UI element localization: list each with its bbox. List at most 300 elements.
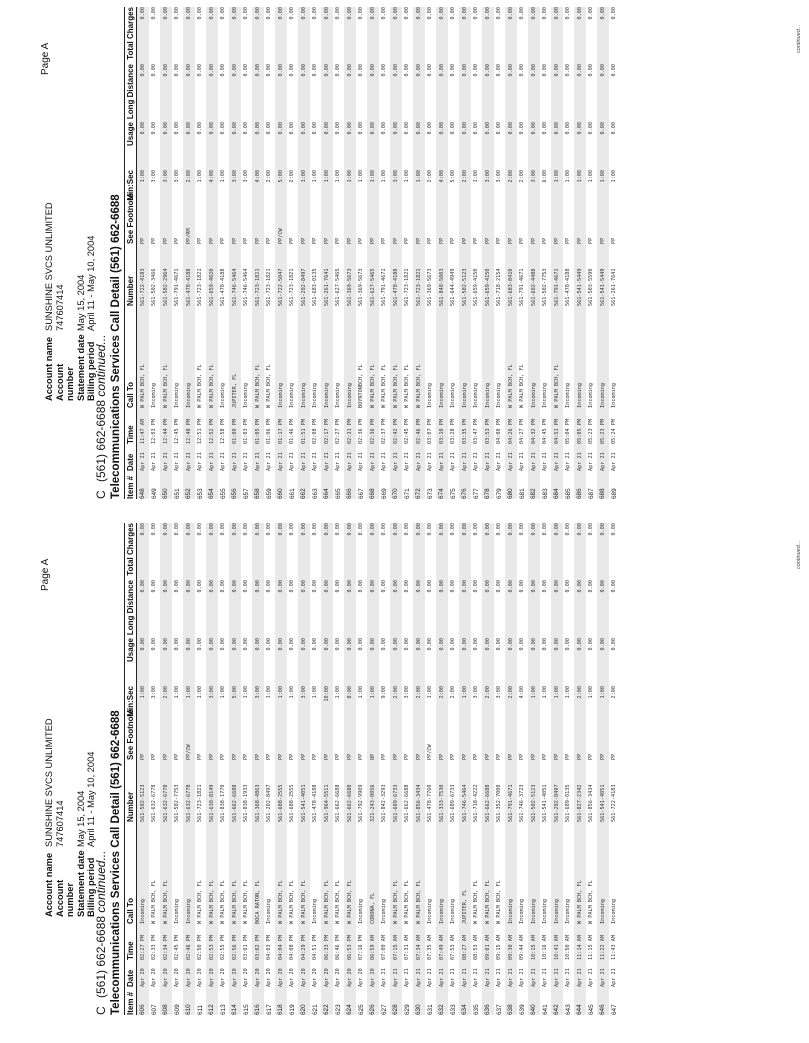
- cell-footnote: PP: [413, 206, 425, 244]
- cell-long-distance: 0.00: [137, 64, 149, 122]
- cell-item-number: 681: [518, 488, 526, 499]
- cell-number: 561-662-6688: [229, 760, 241, 822]
- cell-item-number: 618: [275, 987, 287, 1015]
- cell-footnote: PP: [206, 206, 218, 244]
- cell-footnote: PP: [459, 206, 471, 244]
- account-field-label: Account name: [44, 336, 54, 401]
- cell-long-distance: 0.00: [459, 64, 471, 122]
- call-detail-table: [126, 7, 620, 499]
- cell-call-to: Incoming: [450, 383, 457, 408]
- cell-min-sec: 1:00: [220, 686, 227, 699]
- cell-footnote: PP: [358, 753, 365, 760]
- cell-long-distance: 0.00: [174, 64, 181, 77]
- cell-time: 12:52 PM: [206, 408, 218, 444]
- section-heading: [94, 851, 108, 1015]
- table-row: [390, 523, 402, 1015]
- column-header-usage: Usage: [126, 122, 137, 170]
- cell-footnote: PP: [229, 206, 241, 244]
- cell-footnote: PP: [413, 722, 425, 760]
- cell-item-number: 673: [426, 488, 434, 499]
- cell-time: 05:05 PM: [574, 408, 586, 444]
- cell-call-to: W PALM BCH, FL: [206, 822, 218, 924]
- cell-min-sec: 5:00: [450, 170, 457, 183]
- cell-date: Apr 21: [496, 968, 503, 987]
- cell-long-distance: 0.00: [183, 64, 195, 122]
- cell-long-distance: 0.00: [588, 580, 595, 593]
- cell-time: 09:44 AM: [519, 935, 526, 960]
- cell-total-charges: 0.00: [459, 523, 471, 580]
- table-row: [494, 523, 506, 1015]
- table-row: [149, 7, 161, 499]
- cell-min-sec: 2:00: [160, 686, 172, 722]
- cell-footnote: PP: [367, 206, 379, 244]
- cell-item-number: 667: [357, 488, 365, 499]
- cell-number: 561-369-5673: [427, 268, 434, 306]
- cell-time: 02:34 PM: [160, 924, 172, 960]
- cell-date: Apr 21: [519, 968, 526, 987]
- cell-long-distance: 0.00: [574, 580, 586, 638]
- cell-footnote: PP: [160, 722, 172, 760]
- cell-time: 07:00 AM: [381, 935, 388, 960]
- cell-footnote: PP: [266, 753, 273, 760]
- cell-long-distance: 0.00: [312, 580, 319, 593]
- continued-note: continued...: [796, 540, 802, 569]
- cell-item-number: 658: [252, 471, 264, 499]
- cell-time: 01:03 PM: [243, 419, 250, 444]
- cell-min-sec: 1:00: [551, 170, 563, 206]
- cell-date: Apr 21: [542, 968, 549, 987]
- cell-usage: 0.00: [367, 122, 379, 170]
- cell-footnote: PP: [574, 722, 586, 760]
- cell-usage: 0.00: [390, 122, 402, 170]
- cell-total-charges: 0.00: [367, 523, 379, 580]
- cell-date: Apr 21: [404, 452, 411, 471]
- cell-time: 06:33 PM: [321, 924, 333, 960]
- cell-footnote: PP: [528, 206, 540, 244]
- cell-number: 561-718-2154: [496, 268, 503, 306]
- cell-date: Apr 21: [335, 452, 342, 471]
- cell-item-number: 632: [436, 987, 448, 1015]
- cell-call-to: W PALM BCH, FL: [229, 822, 241, 924]
- table-row: [402, 7, 414, 499]
- cell-call-to: W PALM BCH, FL: [404, 364, 411, 408]
- cell-date: Apr 21: [551, 960, 563, 987]
- cell-long-distance: 0.00: [243, 580, 250, 593]
- cell-min-sec: 10:00: [321, 686, 333, 722]
- account-field-label: Statement date: [75, 850, 86, 917]
- cell-usage: 0.00: [220, 638, 227, 651]
- cell-footnote: PP: [220, 753, 227, 760]
- cell-long-distance: 0.00: [482, 580, 494, 638]
- cell-footnote: PP: [473, 237, 480, 244]
- cell-time: 10:41 AM: [551, 924, 563, 960]
- cell-footnote: PP: [551, 722, 563, 760]
- cell-number: 561-478-4188: [565, 268, 572, 306]
- cell-call-to: Incoming: [473, 383, 480, 408]
- column-header-footnote: See Footnote: [126, 193, 135, 244]
- cell-date: Apr 21: [413, 444, 425, 471]
- cell-item-number: 629: [403, 1004, 411, 1015]
- cell-min-sec: 1:00: [565, 170, 572, 183]
- cell-long-distance: 0.00: [197, 64, 204, 77]
- cell-min-sec: 1:00: [611, 170, 618, 183]
- cell-call-to: Incoming: [183, 822, 195, 924]
- table-row: [206, 523, 218, 1015]
- cell-footnote: PP: [519, 753, 526, 760]
- cell-usage: 0.00: [266, 122, 273, 135]
- cell-item-number: 630: [413, 987, 425, 1015]
- cell-call-to: W PALM BCH, FL: [298, 822, 310, 924]
- cell-time: 07:15 AM: [390, 924, 402, 960]
- cell-item-number: 620: [298, 987, 310, 1015]
- table-row: [528, 523, 540, 1015]
- cell-footnote: PP/CW: [275, 206, 287, 244]
- cell-long-distance: 0.00: [427, 580, 434, 593]
- table-row: [321, 523, 333, 1015]
- cell-usage: 0.00: [542, 122, 549, 135]
- cell-number: 561-368-4863: [252, 760, 264, 822]
- cell-long-distance: 0.00: [597, 580, 609, 638]
- cell-usage: 0.00: [137, 122, 149, 170]
- cell-date: Apr 21: [367, 444, 379, 471]
- cell-number: 561-722-4183: [611, 784, 618, 822]
- cell-date: Apr 21: [551, 444, 563, 471]
- cell-item-number: 638: [505, 987, 517, 1015]
- cell-date: Apr 20: [206, 960, 218, 987]
- cell-time: 10:50 AM: [565, 935, 572, 960]
- cell-time: 04:00 PM: [496, 419, 503, 444]
- table-row: [149, 523, 161, 1015]
- cell-long-distance: 0.00: [427, 64, 434, 77]
- account-field-value: April 11 - May 10, 2004: [86, 751, 96, 847]
- cell-call-to: JUPITER, FL: [459, 822, 471, 924]
- cell-number: 321-243-0056: [367, 760, 379, 822]
- cell-call-to: W PALM BCH, FL: [160, 306, 172, 408]
- account-block: [44, 718, 97, 917]
- cell-date: Apr 21: [450, 968, 457, 987]
- cell-date: Apr 21: [427, 968, 434, 987]
- table-row: [310, 7, 322, 499]
- cell-long-distance: 0.00: [137, 580, 149, 638]
- cell-item-number: 674: [436, 471, 448, 499]
- cell-number: 561-827-2342: [574, 760, 586, 822]
- cell-long-distance: 0.00: [312, 64, 319, 77]
- cell-min-sec: 1:00: [289, 686, 296, 699]
- cell-time: 02:45 PM: [404, 419, 411, 444]
- cell-number: 561-644-4949: [450, 268, 457, 306]
- cell-number: 561-541-5449: [597, 244, 609, 306]
- table-row: [540, 7, 552, 499]
- cell-call-to: W PALM BCH, FL: [137, 306, 149, 408]
- cell-date: Apr 20: [335, 968, 342, 987]
- cell-total-charges: 0.00: [505, 523, 517, 580]
- cell-call-to: BOCA RATON, FL: [252, 822, 264, 924]
- cell-total-charges: 0.00: [275, 7, 287, 64]
- cell-min-sec: 4:00: [206, 170, 218, 206]
- cell-total-charges: 0.00: [367, 7, 379, 64]
- cell-date: Apr 21: [358, 452, 365, 471]
- cell-min-sec: 3:00: [160, 170, 172, 206]
- column-header-min-sec: Min:Sec: [126, 170, 137, 206]
- cell-total-charges: 0.00: [496, 7, 503, 20]
- table-row: [160, 523, 172, 1015]
- cell-total-charges: 0.00: [160, 7, 172, 64]
- cell-number: 561-632-6778: [183, 760, 195, 822]
- cell-call-to: W PALM BCH, FL: [551, 306, 563, 408]
- cell-footnote: PP: [174, 237, 181, 244]
- table-row: [333, 7, 345, 499]
- cell-call-to: Incoming: [551, 822, 563, 924]
- cell-time: 03:07 PM: [427, 419, 434, 444]
- cell-item-number: 637: [495, 1004, 503, 1015]
- cell-call-to: Incoming: [597, 822, 609, 924]
- cell-time: 07:35 AM: [427, 935, 434, 960]
- cell-date: Apr 21: [206, 444, 218, 471]
- cell-usage: 0.00: [565, 122, 572, 135]
- cell-item-number: 619: [288, 1004, 296, 1015]
- cell-min-sec: 8:00: [344, 686, 356, 722]
- cell-time: 02:36 PM: [358, 419, 365, 444]
- cell-total-charges: 0.00: [206, 7, 218, 64]
- cell-call-to: Incoming: [436, 822, 448, 924]
- cell-number: 561-662-6688: [344, 760, 356, 822]
- cell-usage: 0.00: [528, 638, 540, 686]
- cell-usage: 0.00: [335, 638, 342, 651]
- cell-long-distance: 0.00: [528, 580, 540, 638]
- cell-date: Apr 21: [160, 444, 172, 471]
- cell-time: 11:22 AM: [597, 924, 609, 960]
- call-detail-table: [126, 523, 620, 1015]
- column-header-total-charges: Total Charges: [126, 7, 137, 64]
- cell-total-charges: 0.00: [542, 523, 549, 536]
- cell-min-sec: 6:00: [542, 170, 549, 183]
- cell-footnote: PP: [611, 753, 618, 760]
- cell-total-charges: 0.00: [482, 7, 494, 64]
- column-header-footnote: See Footnote: [126, 709, 135, 760]
- cell-usage: 0.00: [505, 122, 517, 170]
- cell-usage: 0.00: [542, 638, 549, 651]
- cell-total-charges: 0.00: [505, 7, 517, 64]
- cell-date: Apr 20: [289, 968, 296, 987]
- cell-min-sec: 1:00: [266, 686, 273, 699]
- cell-long-distance: 0.00: [542, 580, 549, 593]
- cell-time: 02:33 PM: [151, 935, 158, 960]
- table-row: [482, 523, 494, 1015]
- cell-footnote: PP: [519, 237, 526, 244]
- cell-number: 561-791-4671: [505, 760, 517, 822]
- cell-usage: 0.00: [519, 638, 526, 651]
- cell-item-number: 611: [196, 1004, 204, 1015]
- table-row: [517, 7, 529, 499]
- cell-item-number: 685: [564, 488, 572, 499]
- cell-long-distance: 0.00: [565, 580, 572, 593]
- cell-long-distance: 0.00: [496, 580, 503, 593]
- cell-usage: 0.00: [551, 638, 563, 686]
- cell-time: 04:29 PM: [298, 924, 310, 960]
- cell-item-number: 625: [357, 1004, 365, 1015]
- table-row: [172, 7, 184, 499]
- table-row: [390, 7, 402, 499]
- cell-call-to: Incoming: [151, 383, 158, 408]
- cell-call-to: W PALM BCH, FL: [275, 822, 287, 924]
- cell-time: 02:37 PM: [381, 419, 388, 444]
- cell-min-sec: 1:00: [312, 686, 319, 699]
- cell-long-distance: 0.00: [404, 580, 411, 593]
- cell-time: 07:31 AM: [404, 935, 411, 960]
- cell-total-charges: 0.00: [519, 523, 526, 536]
- cell-call-to: Incoming: [565, 899, 572, 924]
- table-row: [413, 523, 425, 1015]
- cell-min-sec: 2:00: [413, 686, 425, 722]
- cell-usage: 0.00: [413, 638, 425, 686]
- cell-footnote: PP: [137, 722, 149, 760]
- cell-number: 561-478-4188: [220, 268, 227, 306]
- cell-time: 03:47 PM: [473, 419, 480, 444]
- cell-footnote: PP: [174, 753, 181, 760]
- column-header-time: Time: [126, 924, 137, 960]
- cell-min-sec: 1:00: [597, 686, 609, 722]
- cell-long-distance: 0.00: [289, 580, 296, 593]
- cell-min-sec: 1:00: [358, 686, 365, 699]
- cell-item-number: 650: [160, 471, 172, 499]
- table-row: [195, 523, 207, 1015]
- cell-time: 01:17 PM: [275, 408, 287, 444]
- cell-date: Apr 21: [574, 960, 586, 987]
- cell-call-to: Incoming: [321, 306, 333, 408]
- cell-min-sec: 3:00: [151, 170, 158, 183]
- cell-usage: 0.00: [174, 638, 181, 651]
- table-row: [241, 7, 253, 499]
- cell-date: Apr 21: [528, 444, 540, 471]
- cell-usage: 0.00: [611, 638, 618, 651]
- cell-date: Apr 21: [473, 968, 480, 987]
- cell-item-number: 646: [597, 987, 609, 1015]
- table-row: [540, 523, 552, 1015]
- cell-long-distance: 0.00: [473, 64, 480, 77]
- table-row: [505, 523, 517, 1015]
- page-label: Page A: [40, 42, 51, 75]
- cell-time: 10:15 AM: [528, 924, 540, 960]
- cell-date: Apr 21: [390, 444, 402, 471]
- cell-number: 561-541-4051: [597, 760, 609, 822]
- cell-date: Apr 20: [220, 968, 227, 987]
- cell-date: Apr 21: [482, 444, 494, 471]
- cell-number: 561-582-2964: [160, 244, 172, 306]
- cell-long-distance: 0.00: [358, 580, 365, 593]
- cell-min-sec: 3:00: [496, 170, 503, 183]
- cell-number: 561-502-5123: [137, 760, 149, 822]
- cell-long-distance: 0.00: [321, 64, 333, 122]
- cell-item-number: 631: [426, 1004, 434, 1015]
- cell-time: 12:48 PM: [183, 408, 195, 444]
- account-field-value: May 15, 2004: [75, 790, 86, 847]
- cell-min-sec: 1:00: [597, 170, 609, 206]
- table-row: [413, 7, 425, 499]
- cell-time: 11:14 AM: [574, 924, 586, 960]
- table-row: [574, 7, 586, 499]
- cell-min-sec: 2:00: [459, 170, 471, 206]
- cell-long-distance: 0.00: [298, 64, 310, 122]
- cell-long-distance: 0.00: [597, 64, 609, 122]
- table-row: [333, 523, 345, 1015]
- cell-usage: 0.00: [459, 638, 471, 686]
- table-row: [574, 523, 586, 1015]
- cell-item-number: 671: [403, 488, 411, 499]
- cell-date: Apr 20: [160, 960, 172, 987]
- cell-call-to: W PALM BCH, FL: [574, 822, 586, 924]
- cell-call-to: BOYNTONBCH, FL: [358, 364, 365, 408]
- cell-time: 07:16 PM: [358, 935, 365, 960]
- cell-long-distance: 0.00: [206, 580, 218, 638]
- cell-time: 02:27 PM: [137, 924, 149, 960]
- cell-number: 561-541-4051: [298, 760, 310, 822]
- table-row: [252, 7, 264, 499]
- cell-date: Apr 20: [151, 968, 158, 987]
- cell-usage: 0.00: [266, 638, 273, 651]
- cell-date: Apr 21: [597, 444, 609, 471]
- cell-usage: 0.00: [551, 122, 563, 170]
- table-row: [425, 7, 437, 499]
- cell-item-number: 614: [229, 987, 241, 1015]
- cell-item-number: 687: [587, 488, 595, 499]
- cell-time: 04:32 PM: [528, 408, 540, 444]
- cell-usage: 0.00: [289, 638, 296, 651]
- cell-number: 561-746-5464: [229, 244, 241, 306]
- cell-footnote: PP: [298, 722, 310, 760]
- cell-footnote: PP: [542, 237, 549, 244]
- cell-min-sec: 4:00: [252, 170, 264, 206]
- cell-total-charges: 0.00: [450, 523, 457, 536]
- cell-footnote: PP: [206, 722, 218, 760]
- cell-date: Apr 20: [243, 968, 250, 987]
- cell-date: Apr 21: [312, 452, 319, 471]
- cell-time: 04:08 PM: [289, 935, 296, 960]
- cell-call-to: W PALM BCH, FL: [381, 364, 388, 408]
- cell-min-sec: 1:00: [404, 170, 411, 183]
- cell-time: 03:10 PM: [436, 408, 448, 444]
- cell-time: 02:42 PM: [390, 408, 402, 444]
- cell-date: Apr 21: [436, 444, 448, 471]
- cell-total-charges: 0.00: [344, 7, 356, 64]
- cell-footnote: PP: [381, 753, 388, 760]
- cell-call-to: Incoming: [289, 383, 296, 408]
- table-row: [425, 523, 437, 1015]
- cell-number: 561-369-5673: [344, 244, 356, 306]
- cell-date: Apr 20: [312, 968, 319, 987]
- cell-long-distance: 0.00: [229, 64, 241, 122]
- table-row: [183, 523, 195, 1015]
- cell-long-distance: 0.00: [335, 580, 342, 593]
- cell-time: 12:51 PM: [197, 419, 204, 444]
- cell-item-number: 666: [344, 471, 356, 499]
- cell-date: Apr 21: [404, 968, 411, 987]
- cell-item-number: 626: [367, 987, 379, 1015]
- cell-date: Apr 21: [565, 968, 572, 987]
- cell-time: 07:49 AM: [436, 924, 448, 960]
- table-row: [310, 523, 322, 1015]
- cell-number: 561-502-7753: [542, 268, 549, 306]
- table-row: [586, 7, 598, 499]
- table-row: [264, 7, 276, 499]
- cell-min-sec: 1:00: [220, 170, 227, 183]
- cell-total-charges: 0.00: [197, 7, 204, 20]
- cell-call-to: Incoming: [459, 306, 471, 408]
- cell-usage: 0.00: [321, 638, 333, 686]
- table-row: [563, 523, 575, 1015]
- cell-footnote: PP: [588, 753, 595, 760]
- cell-item-number: 624: [344, 987, 356, 1015]
- cell-item-number: 607: [150, 1004, 158, 1015]
